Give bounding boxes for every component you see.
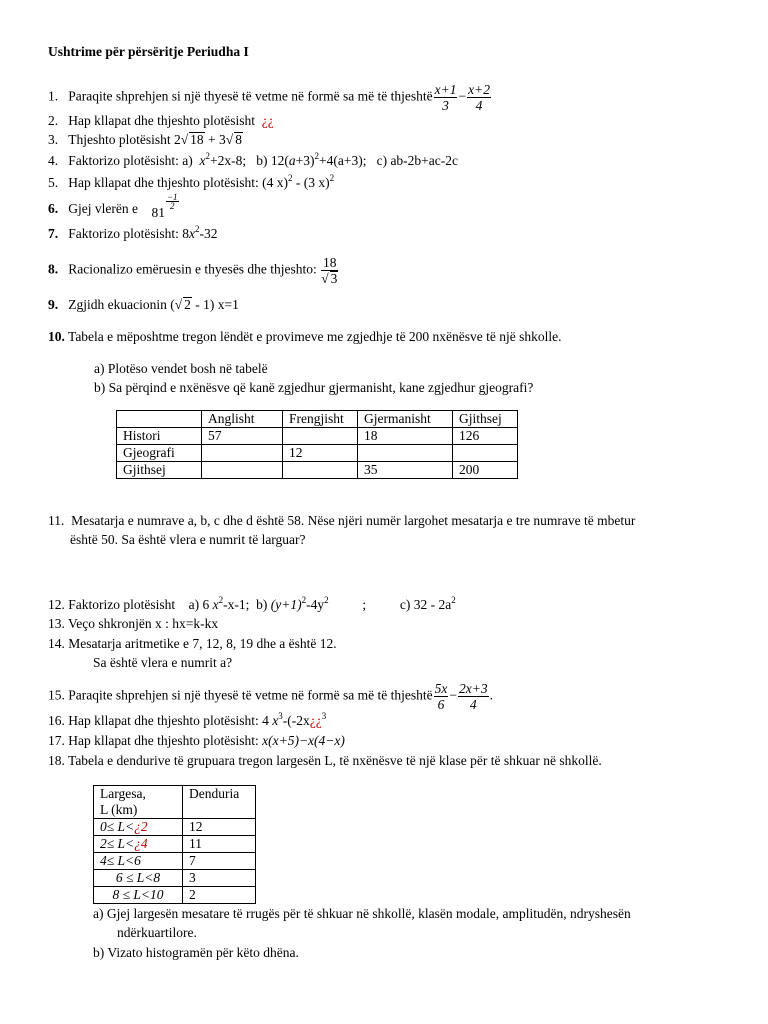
question-18-part-a: a) Gjej largesën mesatare të rrugës për të shkuar në shkollë, klasën modale, amplitudën, ndryshesën	[93, 906, 631, 921]
table-row	[117, 445, 518, 462]
question-17: 17. Hap kllapat dhe thjeshto plotësisht: x(x+5)−x(4−x)	[48, 733, 345, 748]
table-row	[117, 428, 518, 445]
question-4: 4. Faktorizo plotësisht: a) $x^2+2x-8$; b) $12(a+3)^2+4(a+3)$; c) ab-2b+ac-2c	[48, 151, 459, 168]
table-cell: 12	[283, 445, 358, 462]
question-8: 8. Racionalizo emëruesin e thyesës dhe thjeshto: $\frac{18}{√ 3}$	[48, 255, 338, 286]
table-cell: Gjithsej	[117, 462, 202, 479]
page-title: Ushtrime për përsëritje Periudha I	[48, 44, 249, 59]
table-cell: Denduria	[183, 786, 256, 819]
question-13: 13. Veço shkronjën x : hx=k-kx	[48, 616, 219, 631]
table-cell: 35	[358, 462, 453, 479]
table-cell	[453, 445, 518, 462]
table-row	[94, 887, 256, 904]
question-3: 3. Thjeshto plotësisht 2√ 18 + 3√ 8	[48, 132, 242, 147]
table-row	[94, 853, 256, 870]
table-cell: 4≤ L<6	[94, 853, 183, 870]
question-16: 16. Hap kllapat dhe thjeshto plotësisht: 4 $x^3-(-2x¿¿^3$	[48, 711, 327, 728]
table-cell: 12	[183, 819, 256, 836]
table-cell: 11	[183, 836, 256, 853]
question-18-part-a-line2: ndërkuartilore.	[117, 925, 197, 940]
question-10-part-b: b) Sa përqind e nxënësve që kanë zgjedhur gjermanisht, kane zgjedhur gjeografi?	[94, 380, 534, 395]
table-header-row	[117, 411, 518, 428]
table-row	[94, 819, 256, 836]
table-cell: 2	[183, 887, 256, 904]
table-cell	[202, 445, 283, 462]
table-cell: 57	[202, 428, 283, 445]
question-11-line2: është 50. Sa është vlera e numrit të larguar?	[70, 532, 306, 547]
question-18: 18. Tabela e dendurive të grupuara tregon largesën L, të nxënësve të një klase për të shkuar në shkollë.	[48, 753, 602, 768]
table-cell: Gjithsej	[453, 411, 518, 428]
table-cell: Gjeografi	[117, 445, 202, 462]
table-cell	[117, 411, 202, 428]
table-cell	[283, 428, 358, 445]
table-row	[94, 836, 256, 853]
question-6: 6. Gjej vlerën e 81 $\frac{-1}{2}$	[48, 192, 178, 220]
question-2: 2. Hap kllapat dhe thjeshto plotësisht ¿¿	[48, 113, 274, 128]
table-row	[117, 462, 518, 479]
table-cell: 2≤ L<¿4	[94, 836, 183, 853]
table-cell: 200	[453, 462, 518, 479]
table-cell: Anglisht	[202, 411, 283, 428]
table-cell: Histori	[117, 428, 202, 445]
subjects-table	[116, 410, 518, 479]
table-row	[94, 870, 256, 887]
question-11: 11. Mesatarja e numrave a, b, c dhe d është 58. Nëse njëri numër largohet mesatarja e tre numrave të mbetur	[48, 513, 636, 528]
table-cell: 0≤ L<¿2	[94, 819, 183, 836]
table-header-row	[94, 786, 256, 819]
question-14: 14. Mesatarja aritmetike e 7, 12, 8, 19 dhe a është 12.	[48, 636, 337, 651]
table-cell: 7	[183, 853, 256, 870]
question-15: 15. Paraqite shprehjen si një thyesë të vetme në formë sa më të thjeshtë $\frac{5x}{6}$ − $\frac{2x+3}{4}$ .	[48, 681, 493, 712]
table-cell: 8 ≤ L<10	[94, 887, 183, 904]
table-cell	[358, 445, 453, 462]
table-cell: Largesa, L (km)	[94, 786, 183, 819]
question-10-part-a: a) Plotëso vendet bosh në tabelë	[94, 361, 268, 376]
question-7: 7. Faktorizo plotësisht: $8x^2-32$	[48, 224, 218, 241]
question-10: 10. Tabela e mëposhtme tregon lëndët e provimeve me zgjedhje të 200 nxënësve të një shkolle.	[48, 329, 562, 344]
table-cell: 3	[183, 870, 256, 887]
question-14-line2: Sa është vlera e numrit a?	[93, 655, 233, 670]
table-cell: 6 ≤ L<8	[94, 870, 183, 887]
question-1: 1. Paraqite shprehjen si një thyesë të vetme në formë sa më të thjeshtë $\frac{x+1}{3}$ − $\frac{x+2}{4}$	[48, 82, 490, 113]
question-5: 5. Hap kllapat dhe thjeshto plotësisht: (4 x)$^2$ - (3 x)$^2$	[48, 173, 335, 190]
table-cell: 18	[358, 428, 453, 445]
table-cell: 126	[453, 428, 518, 445]
frequency-table	[93, 785, 256, 904]
table-cell	[283, 462, 358, 479]
question-12: 12. Faktorizo plotësisht a) 6 $x^2-x-1$; b) $(y+1)^2-4y^2$ ; c) $32 - 2a^2$	[48, 595, 456, 612]
question-18-part-b: b) Vizato histogramën për këto dhëna.	[93, 945, 299, 960]
table-cell: Gjermanisht	[358, 411, 453, 428]
question-9: 9. Zgjidh ekuacionin (√ 2 - 1) x=1	[48, 297, 239, 312]
table-cell	[202, 462, 283, 479]
table-cell: Frengjisht	[283, 411, 358, 428]
